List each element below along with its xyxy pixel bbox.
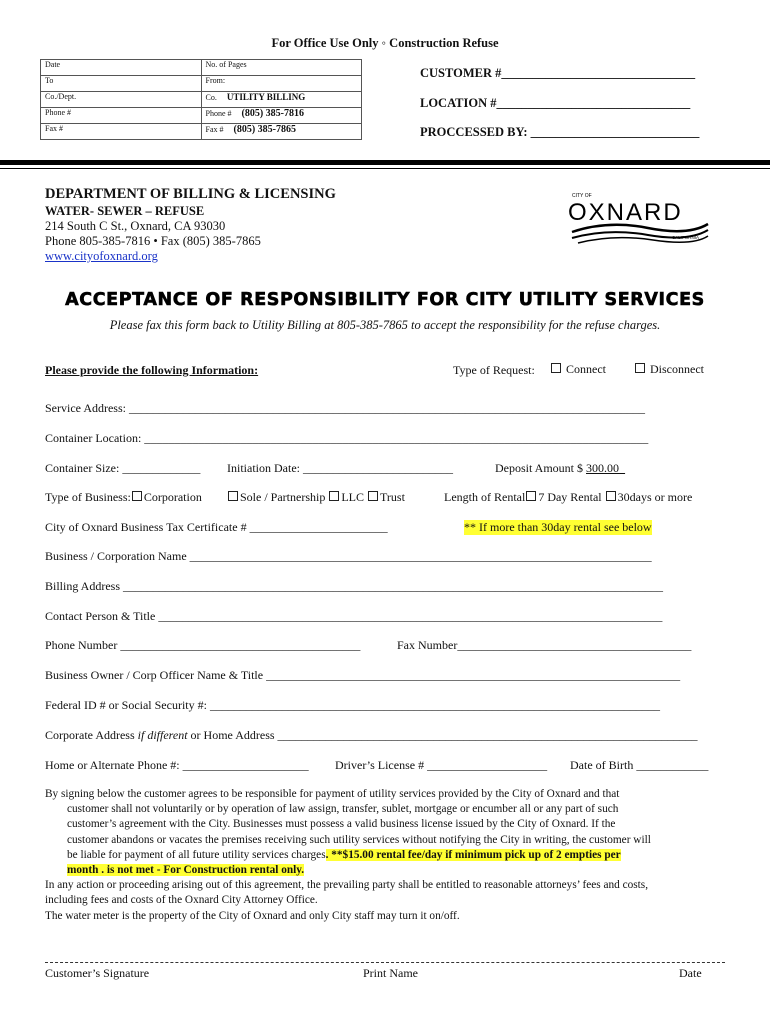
pages-cell[interactable]: No. of Pages <box>201 60 362 76</box>
contact-person-field[interactable]: Contact Person & Title ____________________________________________________________________________________ <box>45 609 663 623</box>
type-of-business-row: Type of Business: Corporation <box>45 490 202 504</box>
logo-california: CALIFORNIA <box>672 235 700 240</box>
phone2-cell[interactable]: Phone # (805) 385-7816 <box>201 108 362 124</box>
location-number-field[interactable]: LOCATION #_______________________________ <box>420 96 691 110</box>
processed-by-field[interactable]: PROCCESSED BY: ___________________________ <box>420 125 700 139</box>
logo-city-of: CITY OF <box>572 193 592 199</box>
thirty-days-checkbox[interactable] <box>606 491 616 501</box>
signature-date-label: Date <box>679 966 702 980</box>
business-types-row: Sole / Partnership LLC Trust <box>227 490 405 505</box>
signature-line[interactable] <box>45 962 725 964</box>
owner-name-field[interactable]: Business Owner / Corp Officer Name & Title _____________________________________________________________________ <box>45 668 681 682</box>
type-of-request-label: Type of Request: <box>453 363 535 377</box>
fax-number-field[interactable]: Fax Number_______________________________________ <box>397 638 692 652</box>
corporate-address-field[interactable]: Corporate Address if different or Home Address ______________________________________________________________________ <box>45 728 698 742</box>
customer-signature-label: Customer’s Signature <box>45 966 150 980</box>
corporation-checkbox[interactable] <box>132 491 142 501</box>
deposit-amount-field: Deposit Amount $ 300.00_ <box>495 461 626 475</box>
date-of-birth-field[interactable]: Date of Birth ____________ <box>570 758 709 772</box>
service-address-field[interactable]: Service Address: ______________________________________________________________________________________ <box>45 401 645 415</box>
billing-address-field[interactable]: Billing Address __________________________________________________________________________________________ <box>45 579 664 593</box>
connect-checkbox[interactable] <box>551 363 561 373</box>
llc-checkbox[interactable] <box>329 491 339 501</box>
header-divider <box>0 160 770 165</box>
department-title: DEPARTMENT OF BILLING & LICENSING <box>45 186 336 202</box>
sole-checkbox[interactable] <box>228 491 238 501</box>
rental-note: ** If more than 30day rental see below <box>464 520 652 534</box>
home-phone-field[interactable]: Home or Alternate Phone #: _____________________ <box>45 758 309 772</box>
container-location-field[interactable]: Container Location: ____________________________________________________________________________________ <box>45 431 649 445</box>
fax-cell[interactable]: Fax # <box>41 124 202 140</box>
connect-option[interactable]: Connect <box>550 362 606 377</box>
department-sub: WATER- SEWER – REFUSE <box>45 204 205 218</box>
website-link[interactable]: www.cityofoxnard.org <box>45 249 158 263</box>
department-address: 214 South C St., Oxnard, CA 93030 <box>45 219 226 233</box>
office-use-header: For Office Use Only ◦ Construction Refuse <box>271 36 499 50</box>
co-cell[interactable]: Co. UTILITY BILLING <box>201 92 362 108</box>
fax2-cell[interactable]: Fax # (805) 385-7865 <box>201 124 362 140</box>
tax-certificate-field[interactable]: City of Oxnard Business Tax Certificate # _______________________ <box>45 520 388 534</box>
from-cell[interactable]: From: <box>201 76 362 92</box>
drivers-license-field[interactable]: Driver’s License # ____________________ <box>335 758 548 772</box>
form-title: ACCEPTANCE OF RESPONSIBILITY FOR CITY UTILITY SERVICES <box>65 290 705 310</box>
fax-cover-table <box>40 59 362 140</box>
customer-number-field[interactable]: CUSTOMER #_______________________________ <box>420 66 696 80</box>
to-cell[interactable]: To <box>41 76 202 92</box>
federal-id-field[interactable]: Federal ID # or Social Security #: ___________________________________________________________________________ <box>45 698 660 712</box>
form-subtitle: Please fax this form back to Utility Billing at 805-385-7865 to accept the responsibility for the refuse charges. <box>109 318 661 332</box>
phone-number-field[interactable]: Phone Number ________________________________________ <box>45 638 361 652</box>
header-divider-thin <box>0 168 770 169</box>
provide-info-heading: Please provide the following Information: <box>45 363 259 377</box>
disconnect-checkbox[interactable] <box>635 363 645 373</box>
phone-cell[interactable]: Phone # <box>41 108 202 124</box>
seven-day-checkbox[interactable] <box>526 491 536 501</box>
agreement-text: By signing below the customer agrees to be responsible for payment of utility services provided by the City of Oxnard and that customer shall not voluntarily or by operation of law assign, transfer, sublet, mortgage or encumber all or any part of such customer’s agreement with the City. Businesses must possess a valid business license issued by the City of Oxnard. If the customer abandons or vacates the premises receiving such utility services without notifying the City in writing, the customer will be liable for payment of all future utility services charges. **$15.00 rental fee/day if minimum pick up of 2 empties per month . is not met - For Construction rental only. In any action or proceeding arising out of this agreement, the prevailing party shall be entitled to reasonable attorneys’ fees and costs, including fees and costs of the Oxnard City Attorney Office. The water meter is the property of the City of Oxnard and only City staff may turn it on/off. <box>45 788 651 922</box>
business-name-field[interactable]: Business / Corporation Name _____________________________________________________________________________ <box>45 549 652 563</box>
date-cell[interactable]: Date <box>41 60 202 76</box>
print-name-label: Print Name <box>363 966 418 980</box>
city-of-oxnard-logo <box>568 190 713 250</box>
initiation-date-field[interactable]: Initiation Date: _________________________ <box>227 461 453 475</box>
codept-cell[interactable]: Co./Dept. <box>41 92 202 108</box>
container-size-field[interactable]: Container Size: _____________ <box>45 461 201 475</box>
department-phone: Phone 805-385-7816 • Fax (805) 385-7865 <box>45 234 261 248</box>
logo-name: OXNARD <box>568 199 683 226</box>
disconnect-option[interactable]: Disconnect <box>634 362 704 377</box>
length-of-rental-row: Length of Rental 7 Day Rental 30days or more <box>444 490 693 504</box>
trust-checkbox[interactable] <box>368 491 378 501</box>
